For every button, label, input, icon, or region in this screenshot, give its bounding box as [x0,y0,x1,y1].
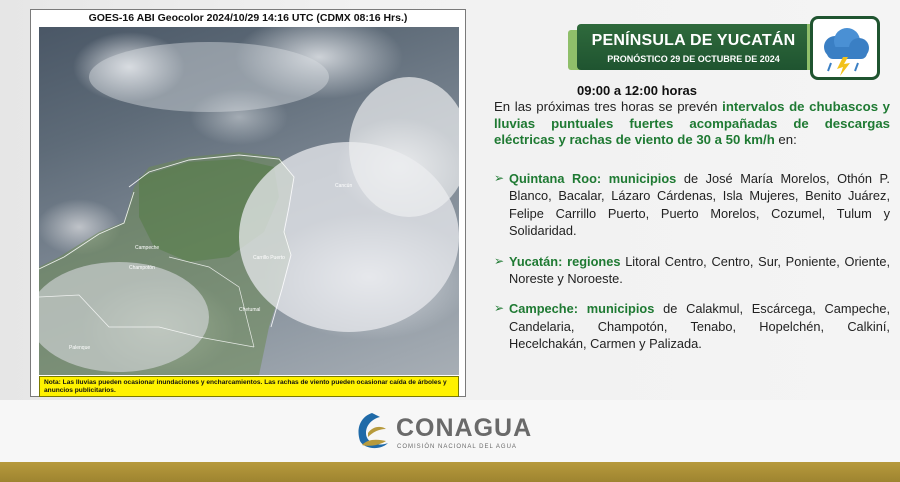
area-kind: regiones [567,253,621,269]
intro-suffix: en: [774,132,797,147]
state-name: Campeche: [509,301,578,317]
satellite-title: GOES-16 ABI Geocolor 2024/10/29 14:16 UTC (CDMX 08:16 Hrs.) [88,12,408,24]
place-label-campeche: Campeche [135,245,160,251]
yucatan-map-outline [39,27,459,375]
satellite-panel [30,9,466,397]
forecast-intro [494,99,890,149]
region-banner [577,24,810,70]
region-title: PENÍNSULA DE YUCATÁN [591,32,796,49]
conagua-logo-subtext: COMISIÓN NACIONAL DEL AGUA [397,444,517,450]
place-label-champoton: Champotón [129,265,155,271]
conagua-logo-text: CONAGUA [396,414,533,442]
state-name: Yucatán: [509,253,563,269]
area-kind: municipios [608,171,677,186]
area-list: de Calakmul, Escárcega, Campeche, Candelaria, Champotón, Tenabo, Hopelchén, Calkiní, Hecelchakán, Carmen y Palizada. [509,301,890,352]
state-name: Quintana Roo: [509,171,602,186]
conagua-logo-icon [352,411,392,453]
place-label-chetumal: Chetumal [239,307,261,313]
list-item [494,300,890,352]
intro-highlight: intervalos de chubascos y lluvias puntuales fuertes acompañadas de descargas eléctricas y rachas de viento de 30 a 50 km/h [494,99,890,147]
satellite-image [39,27,459,375]
area-list: de José María Morelos, Othón P. Blanco, Bacalar, Lázaro Cárdenas, Isla Mujeres, Benito Juárez, Felipe Carrillo Puerto, Puerto Morelos, Cozumel, Tulum y Solidaridad. [509,171,890,239]
area-kind: municipios [586,301,655,317]
satellite-note: Nota: Las lluvias pueden ocasionar inundaciones y encharcamientos. Las rachas de viento pueden ocasionar caída de árboles y anuncios publicitarios. [39,376,459,397]
forecast-date: PRONÓSTICO 29 DE OCTUBRE DE 2024 [607,54,780,64]
storm-cloud-icon [810,16,880,80]
area-list: Litoral Centro, Centro, Sur, Poniente, Oriente, Noreste y Noroeste. [509,253,891,287]
list-item [494,253,890,288]
list-item [494,170,890,240]
intro-prefix: En las próximas tres horas se prevén [494,99,723,114]
arrow-bullet-icon: ➢ [494,301,505,316]
arrow-bullet-icon: ➢ [494,253,505,268]
place-label-cancun: Cancún [335,183,353,189]
arrow-bullet-icon: ➢ [494,171,505,185]
place-label-carrillo-puerto: Carrillo Puerto [253,255,285,261]
footer-gold-bar [0,462,900,482]
forecast-list [494,170,890,366]
place-label-palenque: Palenque [69,345,91,351]
time-range: 09:00 a 12:00 horas [577,83,697,98]
